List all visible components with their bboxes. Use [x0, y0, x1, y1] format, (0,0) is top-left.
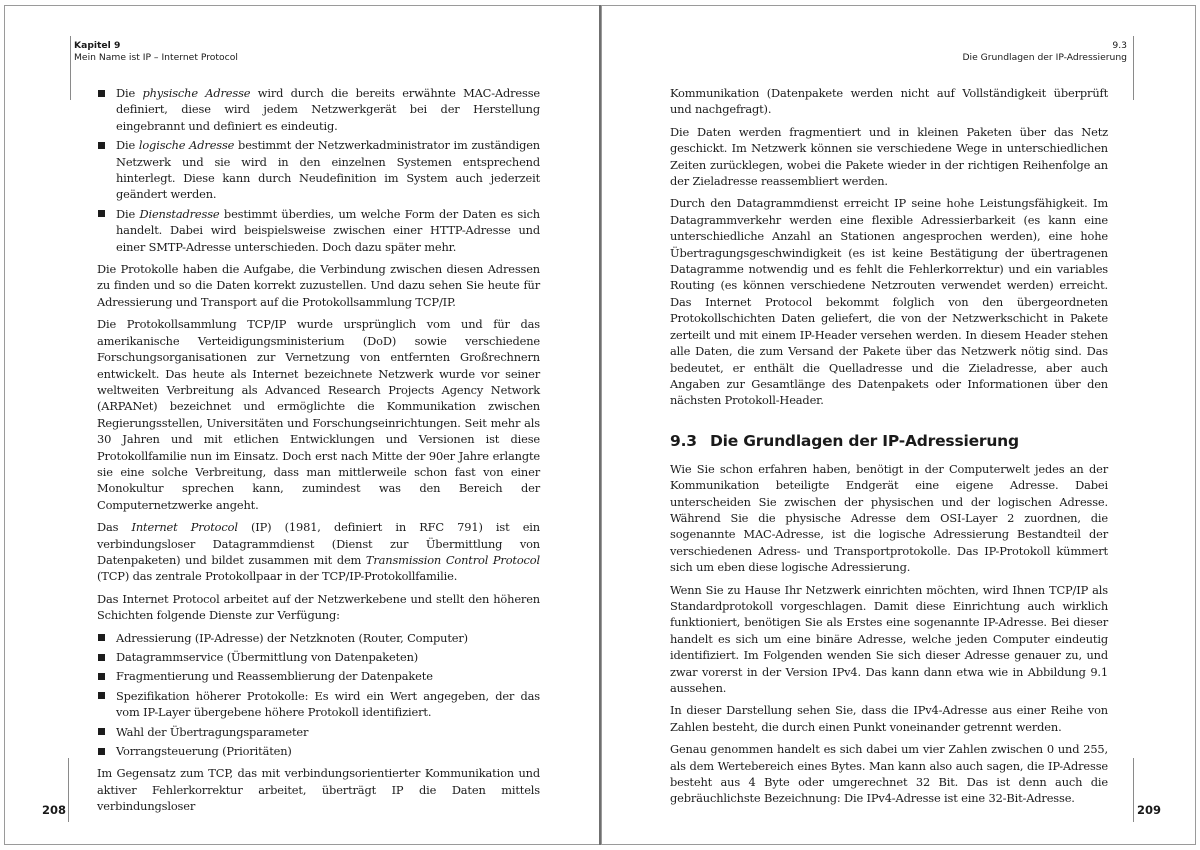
right-page-body [670, 85, 1108, 813]
list-item: Fragmentierung und Reassemblierung der Datenpakete [97, 668, 540, 684]
paragraph: Im Gegensatz zum TCP, das mit verbindungsorientierter Kommunikation und aktiver Fehlerkorrektur arbeitet, überträgt IP die Daten mittels verbindungsloser [97, 766, 540, 814]
running-header-right [962, 40, 1127, 64]
section-heading-number: 9.3 [670, 431, 697, 450]
list-item: Datagrammservice (Übermittlung von Datenpaketen) [97, 649, 540, 665]
list-item: Vorrangsteuerung (Prioritäten) [97, 743, 540, 759]
page-number-left: 208 [42, 803, 67, 817]
list-item: Spezifikation höherer Protokolle: Es wird ein Wert angegeben, der das vom IP-Layer übergebene höhere Protokoll identifiziert. [97, 688, 540, 721]
header-rule [1133, 36, 1134, 100]
list-item: Adressierung (IP-Adresse) der Netzknoten (Router, Computer) [97, 630, 540, 646]
list-item: Wahl der Übertragungsparameter [97, 724, 540, 740]
right-page [601, 5, 1196, 845]
paragraph: Die Protokolle haben die Aufgabe, die Verbindung zwischen diesen Adressen zu finden und so die Daten korrekt zuzustellen. Und dazu sehen Sie heute für Adressierung und Transport auf die Protokollsammlung TCP/IP. [97, 262, 540, 309]
paragraph: Die Protokollsammlung TCP/IP wurde ursprünglich vom und für das amerikanische Verteidigungsministerium (DoD) sowie verschiedene Forschungsorganisationen zur Vernetzung von entfernten Großrechnern entwickelt. Das heute als Internet bezeichnete Netzwerk wurde vor seiner weltweiten Verbreitung als Advanced Research Projects Agency Network (ARPANet) bezeichnet und ermöglichte die Kommunikation zwischen Regierungsstellen, Universitäten und Forschungseinrichtungen. Seit mehr als 30 Jahren und mit etlichen Entwicklungen und Versionen ist diese Protokollfamilie nun im Einsatz. Doch erst nach Mitte der 90er Jahre erlangte sie eine solche Verbreitung, dass man mittlerweile schon fast von einer Monokultur sprechen kann, zumindest was den Bereich der Computernetzwerke angeht. [97, 317, 540, 512]
left-page [4, 5, 602, 845]
section-number-label: 9.3 [1112, 40, 1127, 51]
paragraph: In dieser Darstellung sehen Sie, dass die IPv4-Adresse aus einer Reihe von Zahlen besteht, die durch einen Punkt voneinander getrennt werden. [670, 703, 1108, 734]
page-number-right: 209 [1136, 803, 1161, 817]
chapter-label: Kapitel 9 [74, 40, 121, 51]
paragraph: Genau genommen handelt es sich dabei um vier Zahlen zwischen 0 und 255, als dem Wertebereich eines Bytes. Man kann also auch sagen, die IP-Adresse besteht aus 4 Byte oder umgerechnet 32 Bit. Das ist denn auch die gebräuchlichste Bezeichnung: Die IPv4-Adresse ist eine 32-Bit-Adresse. [670, 742, 1108, 806]
section-title-label: Die Grundlagen der IP-Adressierung [962, 52, 1127, 63]
paragraph: Durch den Datagrammdienst erreicht IP seine hohe Leistungsfähigkeit. Im Datagrammverkehr werden eine flexible Adressierbarkeit (es kann eine unterschiedliche Anzahl an Stationen angesprochen werden), eine hohe Übertragungsgeschwindigkeit (es ist keine Bestätigung der übertragenen Datagramme notwendig und es fehlt die Fehlerkorrektur) und ein variables Routing (es können verschiedene Netzrouten verwendet werden) erreicht. Das Internet Protocol bekommt folglich von den übergeordneten Protokollschichten Daten geliefert, die von der Netzwerkschicht in Pakete zerteilt und mit einem IP-Header versehen werden. In diesem Header stehen alle Daten, die zum Versand der Pakete über das Netzwerk nötig sind. Das bedeutet, er enthält die Quelladresse und die Zieladresse, aber auch Angaben zur Gesamtlänge des Datenpakets oder Informationen über den nächsten Protokoll-Header. [670, 196, 1108, 408]
paragraph: Wenn Sie zu Hause Ihr Netzwerk einrichten möchten, wird Ihnen TCP/IP als Standardprotokoll vorgeschlagen. Damit diese Einrichtung auch wirklich funktioniert, benötigen Sie als Erstes eine sogenannte IP-Adresse. Bei dieser handelt es sich um eine binäre Adresse, welche jeden Computer eindeutig identifiziert. Im Folgenden wenden Sie sich dieser Adresse genauer zu, und zwar vorerst in der Version IPv4. Das kann dann etwa wie in Abbildung 9.1 aussehen. [670, 582, 1108, 695]
left-page-body [97, 85, 540, 821]
footer-rule [1133, 758, 1134, 822]
section-heading [670, 431, 1108, 451]
address-type-list [97, 85, 540, 255]
running-header-left [74, 40, 238, 64]
paragraph: Das Internet Protocol arbeitet auf der Netzwerkebene und stellt den höheren Schichten folgende Dienste zur Verfügung: [97, 591, 540, 623]
chapter-title: Mein Name ist IP – Internet Protocol [74, 52, 238, 63]
footer-rule [68, 758, 69, 822]
list-item: Die physische Adresse wird durch die bereits erwähnte MAC-Adresse definiert, diese wird jedem Netzwerkgerät bei der Herstellung eingebrannt und definiert es eindeutig. [97, 85, 540, 134]
list-item: Die logische Adresse bestimmt der Netzwerkadministrator im zuständigen Netzwerk und sie wird in den einzelnen Systemen entsprechend hinterlegt. Diese kann durch Neudefinition im System auch jederzeit geändert werden. [97, 137, 540, 203]
paragraph: Die Daten werden fragmentiert und in kleinen Paketen über das Netz geschickt. Im Netzwerk können sie verschiedene Wege in unterschiedlichen Zeiten zurücklegen, wobei die Pakete wieder in der richtigen Reihenfolge an der Zieladresse reassembliert werden. [670, 124, 1108, 189]
ip-services-list [97, 630, 540, 760]
paragraph: Das Internet Protocol (IP) (1981, definiert in RFC 791) ist ein verbindungsloser Datagrammdienst (Dienst zur Übermittlung von Datenpaketen) und bildet zusammen mit dem Transmission Control Protocol (TCP) das zentrale Protokollpaar in der TCP/IP-Protokollfamilie. [97, 520, 540, 584]
section-heading-title: Die Grundlagen der IP-Adressierung [710, 431, 1019, 450]
header-rule [70, 36, 71, 100]
list-item: Die Dienstadresse bestimmt überdies, um welche Form der Daten es sich handelt. Dabei wird beispielsweise zwischen einer HTTP-Adresse und einer SMTP-Adresse unterschieden. Doch dazu später mehr. [97, 206, 540, 255]
paragraph: Wie Sie schon erfahren haben, benötigt in der Computerwelt jedes an der Kommunikation beteiligte Endgerät eine eigene Adresse. Dabei unterscheiden Sie zwischen der physischen und der logischen Adresse. Während Sie die physische Adresse dem OSI-Layer 2 zuordnen, die sogenannte MAC-Adresse, ist die logische Adressierung Bestandteil der verschiedenen Adress- und Transportprotokolle. Das IP-Protokoll kümmert sich um eben diese logische Adressierung. [670, 461, 1108, 575]
paragraph: Kommunikation (Datenpakete werden nicht auf Vollständigkeit überprüft und nachgefragt). [670, 86, 1108, 117]
